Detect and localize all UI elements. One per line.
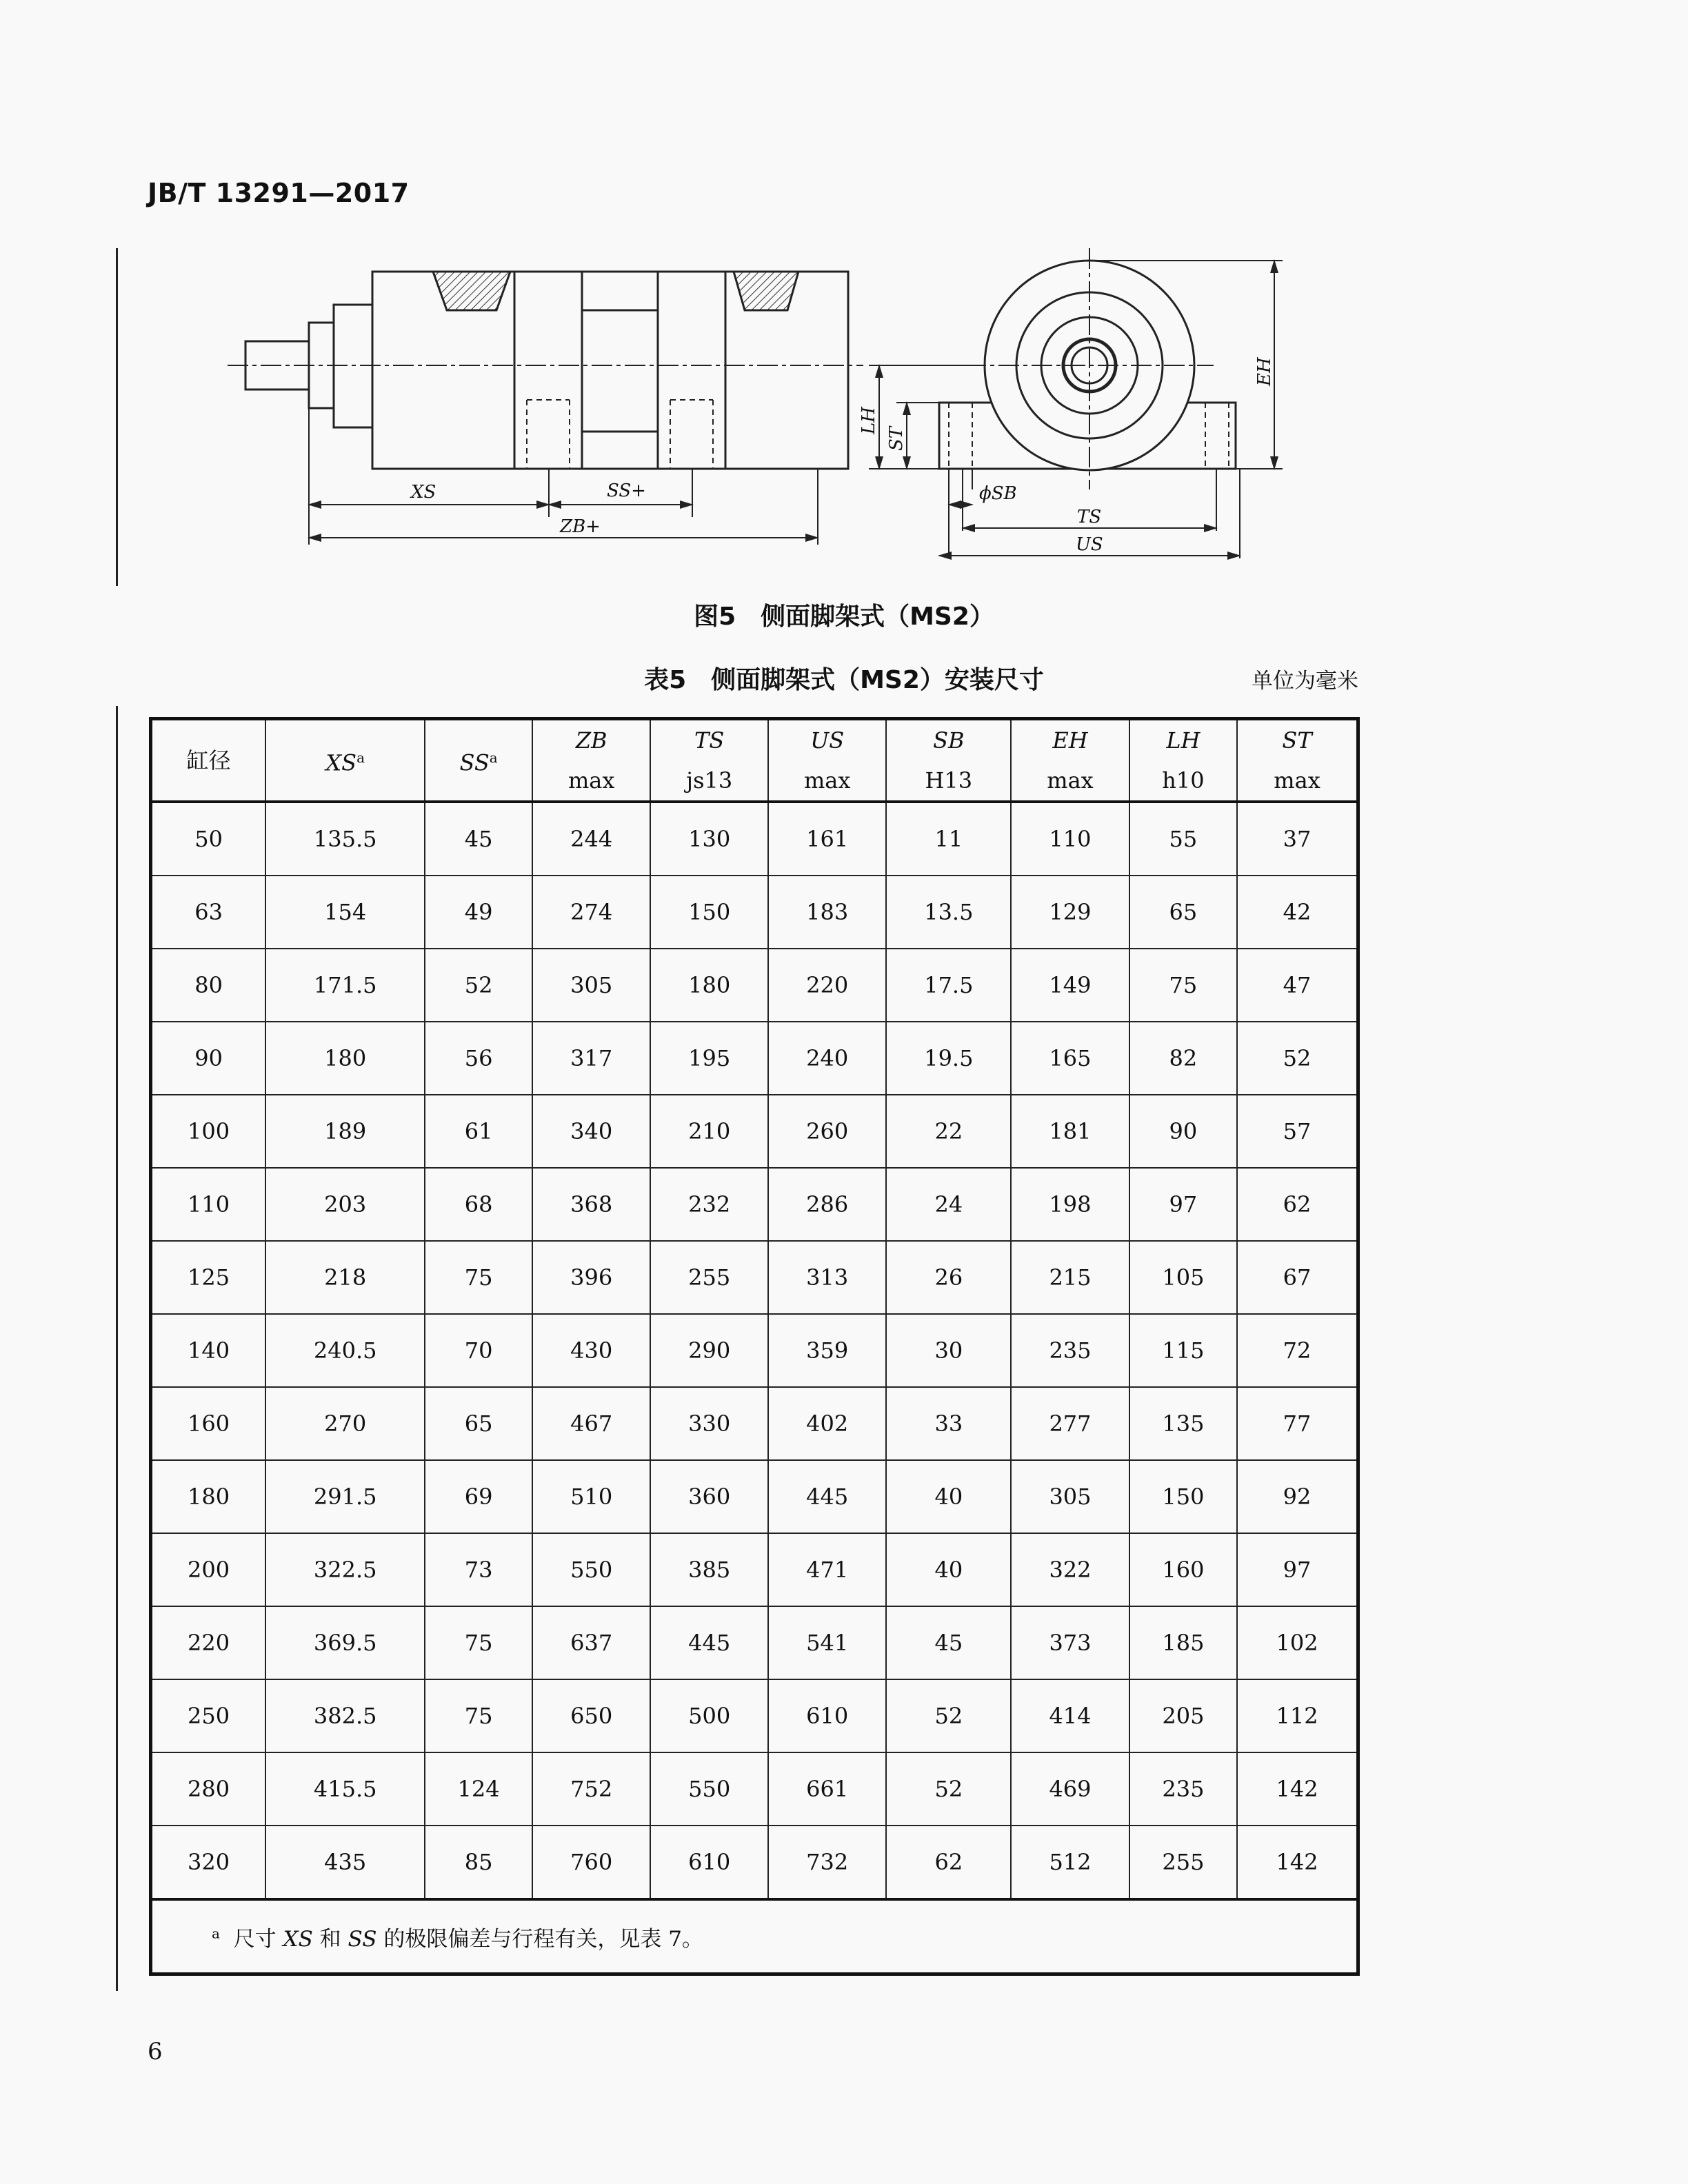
- table-row: [151, 1533, 1358, 1606]
- column-header-tolerance: js13: [686, 767, 733, 793]
- table-cell: 161: [768, 802, 886, 876]
- table-cell: 396: [532, 1241, 650, 1314]
- dim-label-xs: XS: [411, 482, 436, 503]
- table-row: [151, 1387, 1358, 1460]
- table-cell: 305: [532, 949, 650, 1022]
- table-row: [151, 949, 1358, 1022]
- table-cell: 68: [425, 1168, 532, 1241]
- table-cell: 195: [650, 1022, 768, 1095]
- column-header: [650, 719, 768, 802]
- table-cell: 435: [265, 1826, 425, 1899]
- column-header: [1237, 719, 1358, 802]
- table-cell: 260: [768, 1095, 886, 1168]
- table-cell: 30: [886, 1314, 1011, 1387]
- table-cell: 47: [1237, 949, 1358, 1022]
- table-cell: 75: [425, 1241, 532, 1314]
- dim-label-sb: ϕSB: [979, 483, 1017, 504]
- table-cell: 445: [768, 1460, 886, 1533]
- end-view: [869, 248, 1283, 558]
- table-cell: 160: [1129, 1533, 1237, 1606]
- table-cell: 90: [151, 1022, 266, 1095]
- column-header-tolerance: max: [1274, 767, 1320, 793]
- table-cell: 62: [1237, 1168, 1358, 1241]
- table-row: [151, 1826, 1358, 1899]
- table-cell: 330: [650, 1387, 768, 1460]
- table-cell: 90: [1129, 1095, 1237, 1168]
- table-cell: 142: [1237, 1752, 1358, 1826]
- table-cell: 62: [886, 1826, 1011, 1899]
- cylinder-drawing: [0, 234, 1688, 579]
- table-row: [151, 1752, 1358, 1826]
- table-cell: 154: [265, 876, 425, 949]
- table-cell: 125: [151, 1241, 266, 1314]
- dim-label-eh: EH: [1254, 357, 1275, 386]
- table-cell: 19.5: [886, 1022, 1011, 1095]
- table-cell: 205: [1129, 1679, 1237, 1752]
- footnote-marker: a: [356, 749, 365, 767]
- table-cell: 220: [768, 949, 886, 1022]
- footnote-text: 尺寸: [233, 1926, 283, 1952]
- table-cell: 414: [1011, 1679, 1129, 1752]
- table-cell: 760: [532, 1826, 650, 1899]
- table-row: [151, 1314, 1358, 1387]
- table-cell: 45: [886, 1606, 1011, 1679]
- table-cell: 360: [650, 1460, 768, 1533]
- table-cell: 165: [1011, 1022, 1129, 1095]
- column-header-name: ST: [1282, 727, 1312, 754]
- table-cell: 52: [886, 1752, 1011, 1826]
- column-header-tolerance: H13: [925, 767, 973, 793]
- table-row: [151, 802, 1358, 876]
- table-cell: 42: [1237, 876, 1358, 949]
- table-row: [151, 1095, 1358, 1168]
- table-cell: 430: [532, 1314, 650, 1387]
- table-cell: 382.5: [265, 1679, 425, 1752]
- dimension-table: [149, 717, 1360, 1976]
- footnote-marker: a: [489, 749, 498, 767]
- dim-label-us: US: [1076, 534, 1103, 555]
- table-cell: 181: [1011, 1095, 1129, 1168]
- table-cell: 65: [425, 1387, 532, 1460]
- table-cell: 140: [151, 1314, 266, 1387]
- table-cell: 270: [265, 1387, 425, 1460]
- table-row: [151, 876, 1358, 949]
- table-cell: 469: [1011, 1752, 1129, 1826]
- footnote-mark: a: [212, 1925, 220, 1942]
- table-footnote-row: [151, 1899, 1358, 1974]
- dim-label-st: ST: [886, 426, 907, 451]
- column-header: [425, 719, 532, 802]
- table-cell: 752: [532, 1752, 650, 1826]
- table-cell: 149: [1011, 949, 1129, 1022]
- standard-code: JB/T 13291—2017: [148, 178, 410, 208]
- table-cell: 650: [532, 1679, 650, 1752]
- table-cell: 80: [151, 949, 266, 1022]
- column-header-name: 缸径: [186, 747, 231, 774]
- table-cell: 286: [768, 1168, 886, 1241]
- table-cell: 198: [1011, 1168, 1129, 1241]
- table-cell: 445: [650, 1606, 768, 1679]
- table-cell: 97: [1129, 1168, 1237, 1241]
- table-cell: 415.5: [265, 1752, 425, 1826]
- table-cell: 105: [1129, 1241, 1237, 1314]
- table-cell: 385: [650, 1533, 768, 1606]
- table-cell: 24: [886, 1168, 1011, 1241]
- column-header-name: ZB: [575, 727, 607, 754]
- table-cell: 180: [650, 949, 768, 1022]
- table-cell: 215: [1011, 1241, 1129, 1314]
- table-cell: 72: [1237, 1314, 1358, 1387]
- footnote-text: 的极限偏差与行程有关，见表 7。: [376, 1926, 703, 1952]
- column-header-tolerance: max: [803, 767, 851, 793]
- table-cell: 50: [151, 802, 266, 876]
- table-cell: 250: [151, 1679, 266, 1752]
- table-cell: 255: [1129, 1826, 1237, 1899]
- table-cell: 171.5: [265, 949, 425, 1022]
- table-cell: 185: [1129, 1606, 1237, 1679]
- table-cell: 732: [768, 1826, 886, 1899]
- table-cell: 512: [1011, 1826, 1129, 1899]
- table-cell: 255: [650, 1241, 768, 1314]
- table-cell: 290: [650, 1314, 768, 1387]
- table-cell: 110: [1011, 802, 1129, 876]
- table-cell: 65: [1129, 876, 1237, 949]
- column-header: [1011, 719, 1129, 802]
- table-cell: 56: [425, 1022, 532, 1095]
- table-cell: 280: [151, 1752, 266, 1826]
- unit-note: 单位为毫米: [1252, 669, 1358, 694]
- table-cell: 200: [151, 1533, 266, 1606]
- table-cell: 61: [425, 1095, 532, 1168]
- table-cell: 210: [650, 1095, 768, 1168]
- table-cell: 97: [1237, 1533, 1358, 1606]
- table-cell: 610: [768, 1679, 886, 1752]
- table-cell: 75: [1129, 949, 1237, 1022]
- table-cell: 510: [532, 1460, 650, 1533]
- column-header: [1129, 719, 1237, 802]
- table-cell: 13.5: [886, 876, 1011, 949]
- table-cell: 359: [768, 1314, 886, 1387]
- table-row: [151, 1679, 1358, 1752]
- table-cell: 70: [425, 1314, 532, 1387]
- table-cell: 57: [1237, 1095, 1358, 1168]
- table-cell: 67: [1237, 1241, 1358, 1314]
- table-row: [151, 1168, 1358, 1241]
- table-cell: 220: [151, 1606, 266, 1679]
- table-cell: 368: [532, 1168, 650, 1241]
- table-cell: 150: [650, 876, 768, 949]
- table-cell: 22: [886, 1095, 1011, 1168]
- table-cell: 320: [151, 1826, 266, 1899]
- table-cell: 203: [265, 1168, 425, 1241]
- footnote-text: 和: [312, 1926, 348, 1952]
- column-header-name: SB: [933, 727, 965, 754]
- table-cell: 274: [532, 876, 650, 949]
- table-cell: 52: [1237, 1022, 1358, 1095]
- table-cell: 317: [532, 1022, 650, 1095]
- table-cell: 218: [265, 1241, 425, 1314]
- table-cell: 40: [886, 1460, 1011, 1533]
- table-cell: 75: [425, 1606, 532, 1679]
- footnote-symbol-xs: XS: [283, 1926, 313, 1952]
- table-cell: 305: [1011, 1460, 1129, 1533]
- figure-caption: 图5 侧面脚架式（MS2）: [694, 603, 994, 631]
- table-cell: 313: [768, 1241, 886, 1314]
- table-cell: 11: [886, 802, 1011, 876]
- table-cell: 73: [425, 1533, 532, 1606]
- column-header-name: SS: [459, 749, 490, 776]
- column-header-name: TS: [694, 727, 725, 754]
- table-cell: 610: [650, 1826, 768, 1899]
- table-cell: 240.5: [265, 1314, 425, 1387]
- column-header-tolerance: max: [1047, 767, 1094, 793]
- table-cell: 55: [1129, 802, 1237, 876]
- table-cell: 102: [1237, 1606, 1358, 1679]
- table-cell: 85: [425, 1826, 532, 1899]
- column-header-name: LH: [1166, 727, 1200, 754]
- table-cell: 100: [151, 1095, 266, 1168]
- table-cell: 33: [886, 1387, 1011, 1460]
- table-cell: 373: [1011, 1606, 1129, 1679]
- footnote-symbol-ss: SS: [348, 1926, 377, 1952]
- table-title: 表5 侧面脚架式（MS2）安装尺寸: [644, 666, 1044, 694]
- table-cell: 180: [265, 1022, 425, 1095]
- column-header: [886, 719, 1011, 802]
- table-cell: 129: [1011, 876, 1129, 949]
- table-cell: 471: [768, 1533, 886, 1606]
- table-cell: 52: [425, 949, 532, 1022]
- table-cell: 52: [886, 1679, 1011, 1752]
- table-cell: 160: [151, 1387, 266, 1460]
- table-cell: 322.5: [265, 1533, 425, 1606]
- table-cell: 110: [151, 1168, 266, 1241]
- table-cell: 369.5: [265, 1606, 425, 1679]
- column-header: [151, 719, 266, 802]
- table-cell: 244: [532, 802, 650, 876]
- table-cell: 115: [1129, 1314, 1237, 1387]
- table-cell: 135: [1129, 1387, 1237, 1460]
- column-header-tolerance: max: [567, 767, 615, 793]
- table-cell: 340: [532, 1095, 650, 1168]
- table-cell: 232: [650, 1168, 768, 1241]
- table-row: [151, 1606, 1358, 1679]
- column-header: [265, 719, 425, 802]
- table-cell: 235: [1129, 1752, 1237, 1826]
- dim-label-lh: LH: [858, 407, 879, 434]
- page-number: 6: [148, 2038, 163, 2065]
- table-cell: 322: [1011, 1533, 1129, 1606]
- table-cell: 189: [265, 1095, 425, 1168]
- table-cell: 135.5: [265, 802, 425, 876]
- table-cell: 500: [650, 1679, 768, 1752]
- column-header-name: XS: [325, 749, 357, 776]
- table-cell: 661: [768, 1752, 886, 1826]
- table-cell: 75: [425, 1679, 532, 1752]
- table-cell: 550: [650, 1752, 768, 1826]
- column-header-name: EH: [1052, 727, 1088, 754]
- table-cell: 277: [1011, 1387, 1129, 1460]
- table-cell: 467: [532, 1387, 650, 1460]
- table-cell: 40: [886, 1533, 1011, 1606]
- table-cell: 180: [151, 1460, 266, 1533]
- table-cell: 402: [768, 1387, 886, 1460]
- table-row: [151, 1022, 1358, 1095]
- table-row: [151, 1241, 1358, 1314]
- table-cell: 63: [151, 876, 266, 949]
- column-header-tolerance: h10: [1162, 767, 1205, 793]
- table-cell: 235: [1011, 1314, 1129, 1387]
- table-cell: 69: [425, 1460, 532, 1533]
- table-row: [151, 1460, 1358, 1533]
- table-cell: 550: [532, 1533, 650, 1606]
- table-header-row: [151, 719, 1358, 802]
- table-cell: 112: [1237, 1679, 1358, 1752]
- table-cell: 77: [1237, 1387, 1358, 1460]
- column-header: [532, 719, 650, 802]
- table-cell: 92: [1237, 1460, 1358, 1533]
- table-cell: 240: [768, 1022, 886, 1095]
- margin-change-bar-table: [116, 706, 118, 1991]
- table-footnote: [151, 1899, 1358, 1974]
- table-cell: 142: [1237, 1826, 1358, 1899]
- table-cell: 26: [886, 1241, 1011, 1314]
- column-header: [768, 719, 886, 802]
- dim-label-ss: SS+: [607, 481, 646, 501]
- table-cell: 124: [425, 1752, 532, 1826]
- table-cell: 183: [768, 876, 886, 949]
- table-cell: 49: [425, 876, 532, 949]
- table-cell: 541: [768, 1606, 886, 1679]
- table-cell: 150: [1129, 1460, 1237, 1533]
- table-cell: 17.5: [886, 949, 1011, 1022]
- dim-label-zb: ZB+: [560, 516, 601, 537]
- table-cell: 291.5: [265, 1460, 425, 1533]
- table-cell: 637: [532, 1606, 650, 1679]
- table-cell: 37: [1237, 802, 1358, 876]
- side-view: [228, 272, 863, 545]
- table-cell: 82: [1129, 1022, 1237, 1095]
- column-header-name: US: [810, 727, 845, 754]
- table-cell: 130: [650, 802, 768, 876]
- table-cell: 45: [425, 802, 532, 876]
- dim-label-ts: TS: [1077, 507, 1102, 527]
